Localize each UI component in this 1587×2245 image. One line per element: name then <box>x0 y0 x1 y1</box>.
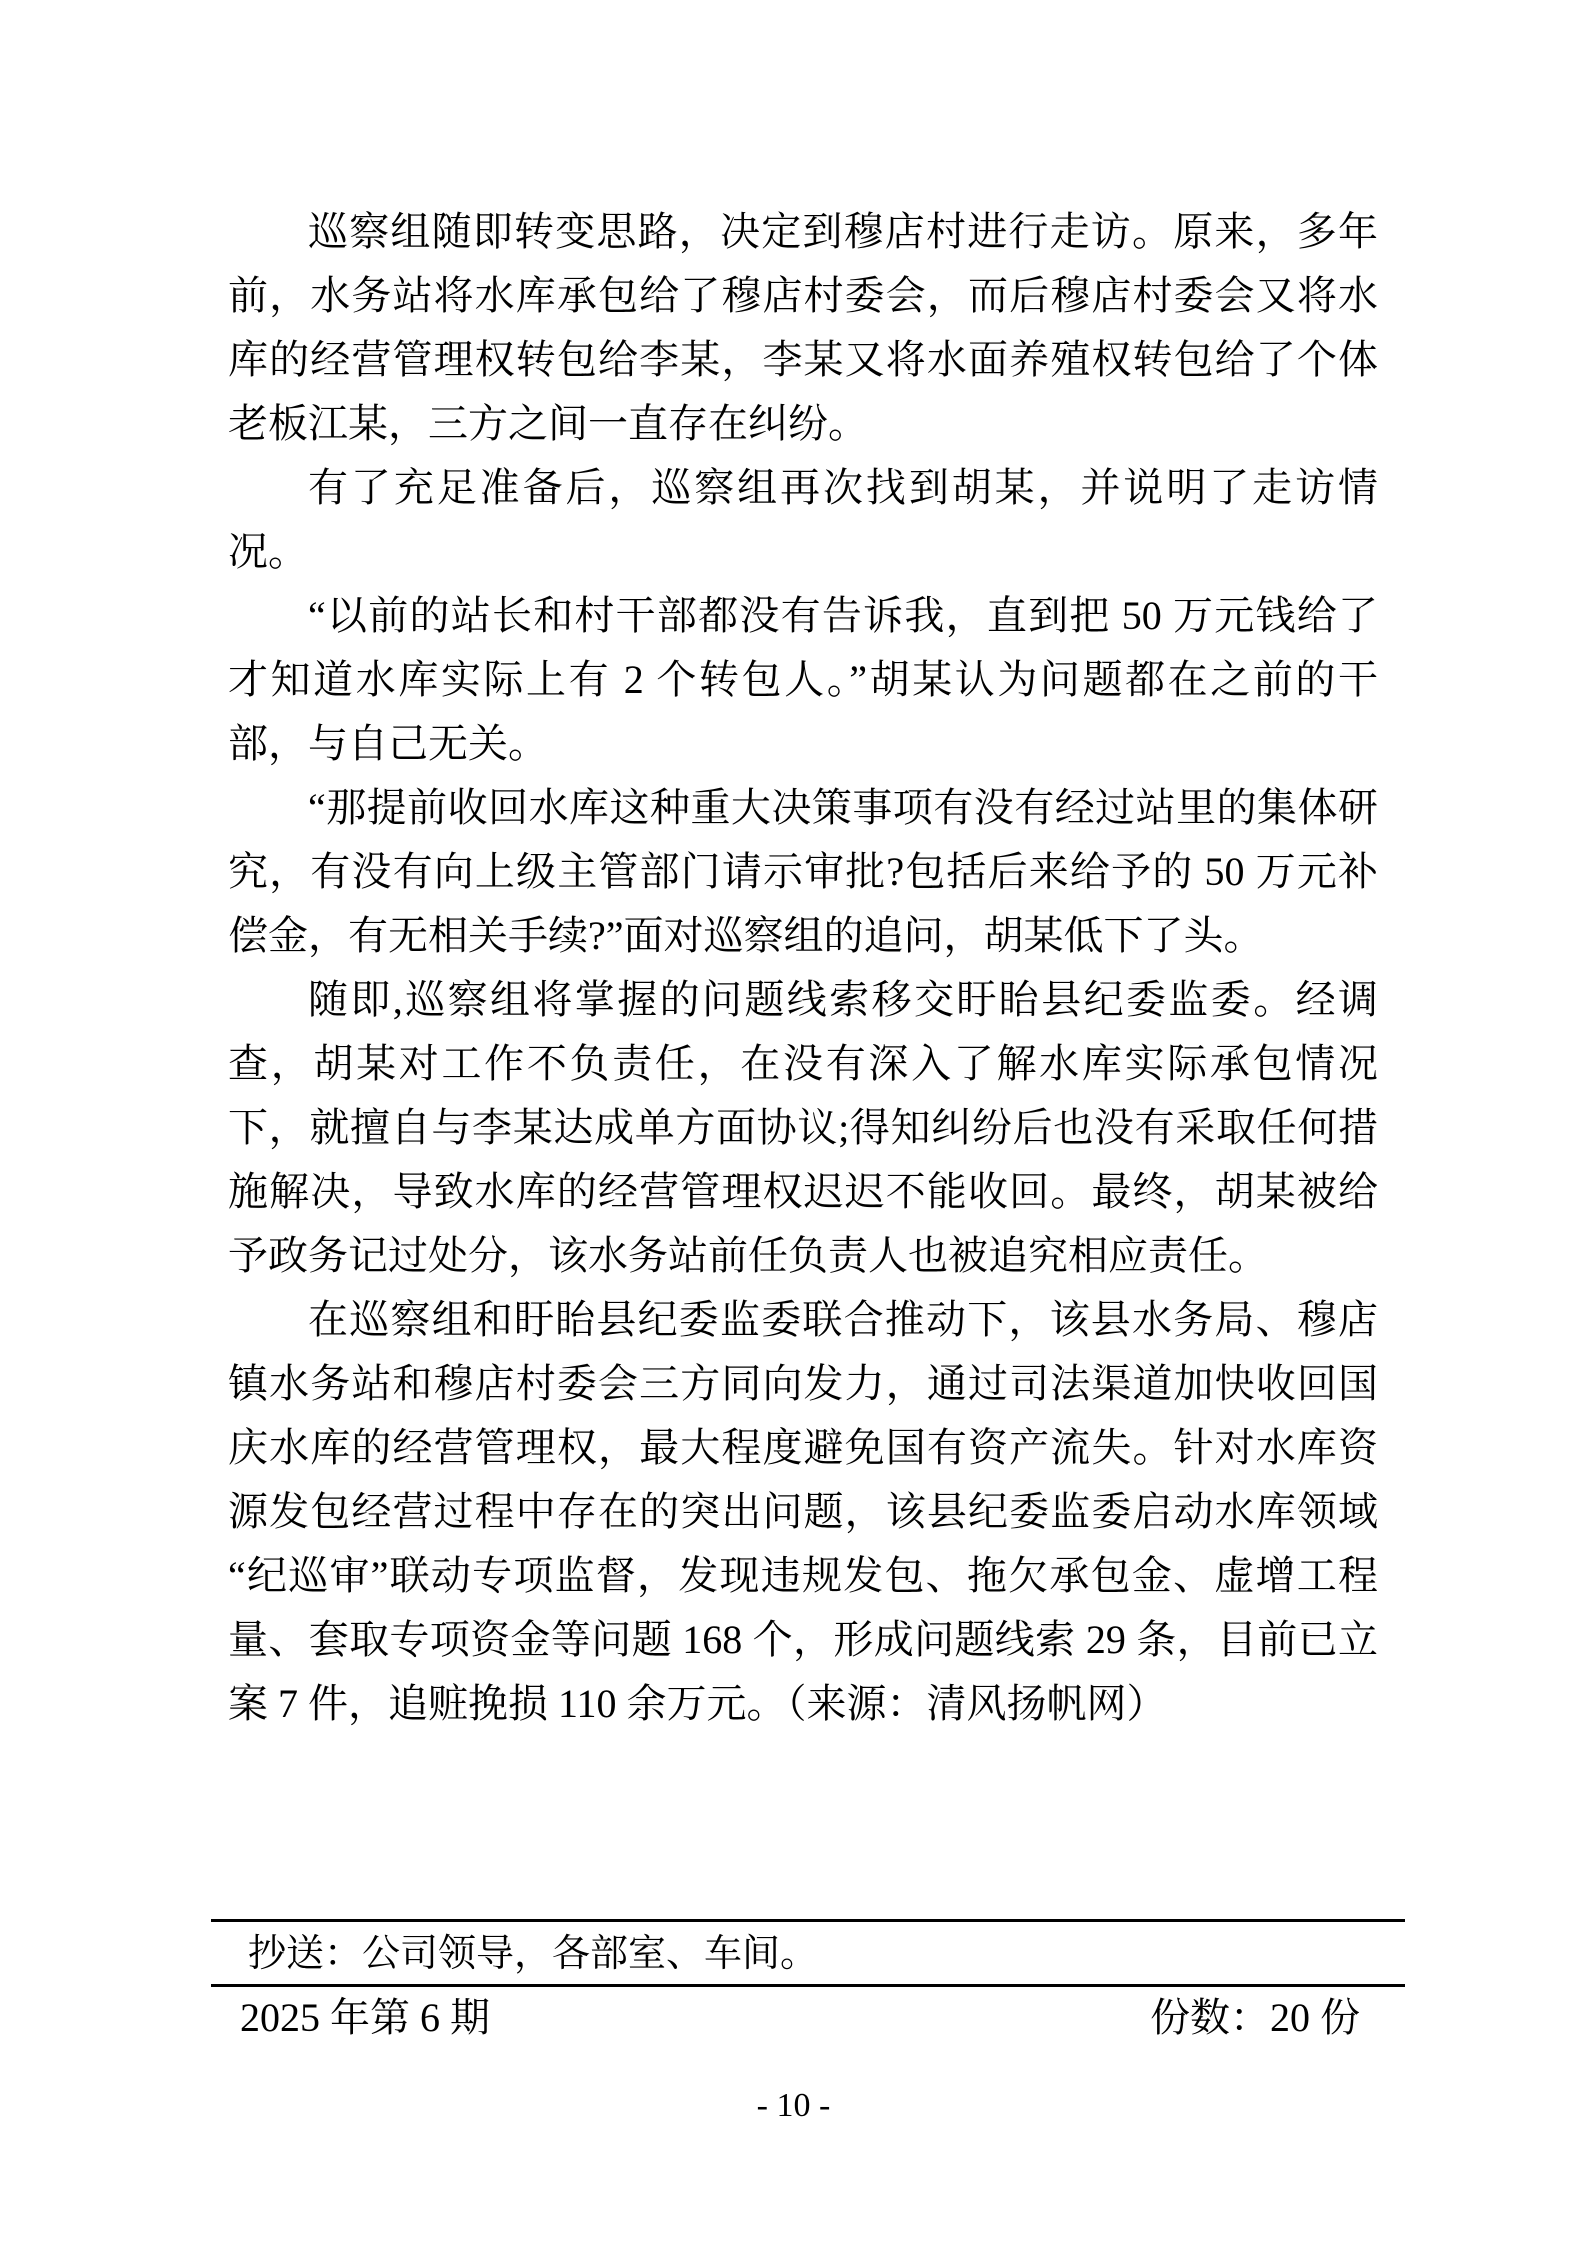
paragraph: “以前的站长和村干部都没有告诉我，直到把 50 万元钱给了才知道水库实际上有 2 个转包人。”胡某认为问题都在之前的干部，与自己无关。 <box>228 593 1378 766</box>
copies-label: 份数：20 份 <box>1150 1995 1360 2040</box>
paragraph: “那提前收回水库这种重大决策事项有没有经过站里的集体研究，有没有向上级主管部门请示审批?包括后来给予的 50 万元补偿金，有无相关手续?”面对巡察组的追问，胡某低下了头。 <box>228 785 1378 958</box>
document-body <box>228 200 1378 1736</box>
footer-cc-line: 抄送：公司领导，各部室、车间。 <box>248 1933 819 1975</box>
paragraph: 随即,巡察组将掌握的问题线索移交盱眙县纪委监委。经调查，胡某对工作不负责任，在没有深入了解水库实际承包情况下，就擅自与李某达成单方面协议;得知纠纷后也没有采取任何措施解决，导致水库的经营管理权迟迟不能收回。最终，胡某被给予政务记过处分，该水务站前任负责人也被追究相应责任。 <box>228 977 1378 1278</box>
footer-issue-row <box>240 1995 1360 2041</box>
paragraph: 巡察组随即转变思路，决定到穆店村进行走访。原来，多年前，水务站将水库承包给了穆店村委会，而后穆店村委会又将水库的经营管理权转包给李某，李某又将水面养殖权转包给了个体老板江某，三方之间一直存在纠纷。 <box>228 209 1378 446</box>
footer-rule-bottom <box>211 1984 1405 1987</box>
paragraph: 在巡察组和盱眙县纪委监委联合推动下，该县水务局、穆店镇水务站和穆店村委会三方同向发力，通过司法渠道加快收回国庆水库的经营管理权，最大程度避免国有资产流失。针对水库资源发包经营过程中存在的突出问题，该县纪委监委启动水库领域“纪巡审”联动专项监督，发现违规发包、拖欠承包金、虚增工程量、套取专项资金等问题 168 个，形成问题线索 29 条，目前已立案 7 件，追赃挽损 110 余万元。（来源：清风扬帆网） <box>228 1297 1378 1726</box>
page-number: - 10 - <box>756 2087 831 2124</box>
paragraph: 有了充足准备后，巡察组再次找到胡某，并说明了走访情况。 <box>228 465 1378 574</box>
issue-label: 2025 年第 6 期 <box>240 1995 490 2040</box>
footer-rule-top <box>211 1919 1405 1922</box>
